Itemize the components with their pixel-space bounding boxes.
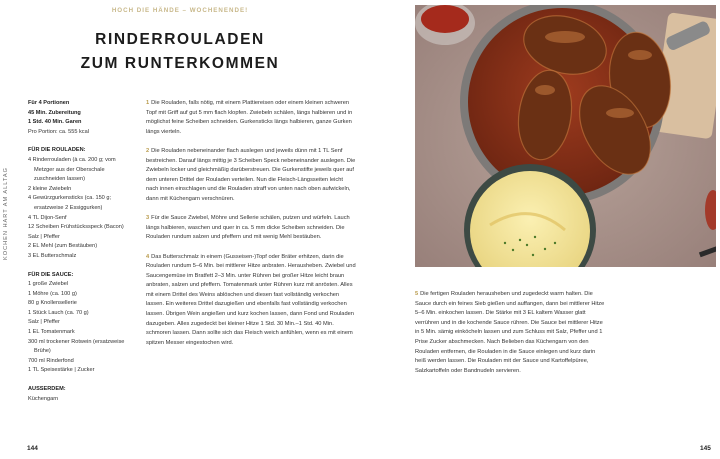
ingredient-item: 1 EL Tomatenmark [28, 329, 75, 336]
food-photo-illustration [415, 5, 716, 267]
extra-heading: AUSSERDEM: [28, 386, 66, 393]
ingredient-item: 1 große Zwiebel [28, 281, 69, 288]
chapter-kicker: HOCH DIE HÄNDE – WOCHENENDE! [111, 7, 249, 14]
ingredient-item: 4 TL Dijon-Senf [28, 214, 67, 221]
ingredient-item: 4 Gewürzgurkensticks (ca. 150 g; ersatzweise 2 Essiggurken) [28, 195, 112, 211]
step-text: Die Rouladen, falls nötig, mit einem Plattiereisen oder einem kleinen schweren Topf mit Griff auf gut 5 mm flach klopfen. Zwiebeln schälen, längs halbieren und in möglichst feine Scheiben schneiden. Gurkensticks längs halbieren, ganze Gurken längs vierteln. [146, 100, 353, 135]
calories: Pro Portion: ca. 555 kcal [28, 128, 89, 135]
ingredient-item: 3 EL Butterschmalz [28, 252, 77, 259]
steps-column [146, 99, 356, 358]
step-5 [415, 290, 605, 376]
ingredient-item: 700 ml Rinderfond [28, 357, 74, 364]
step-text: Die fertigen Rouladen herausheben und zugedeckt warm halten. Die Sauce durch ein feines Sieb gießen und auffangen, dann bei mittlerer Hitze 5–6 Min. einkochen lassen. Die Stärke mit 3 EL kaltem Wasser glatt verrühren und in die kochende Sauce rühren. Die Sauce bei mittlerer Hitze in 5 Min. sämig einköcheln lassen und zum Schluss mit Salz, Pfeffer und 1 Prise Zucker abschmecken. Nach Belieben das Küchengarn von den Rouladen entfernen, die Rouladen in die Sauce einlegen und kurz darin heiß werden lassen. Die Rouladen mit der Sauce und Kartoffelpüree, Salzkartoffeln oder Bandnudeln servieren. [415, 291, 605, 374]
recipe-photo [415, 5, 716, 267]
chapter-side-label: KOCHEN HART AM ALLTAG [3, 166, 9, 260]
recipe-title [0, 28, 360, 76]
page-number-left: 144 [27, 445, 38, 452]
ingredient-item: 300 ml trockener Rotwein (ersatzweise Brühe) [28, 338, 125, 355]
ingredient-item: 12 Scheiben Frühstücksspeck (Bacon) [28, 224, 124, 231]
step-3 [146, 214, 356, 243]
step-number: 5 [415, 291, 419, 297]
ingredient-item: 80 g Knollensellerie [28, 300, 77, 307]
ingredients-column [28, 99, 128, 404]
step-number: 3 [146, 215, 150, 222]
step-number: 1 [146, 100, 150, 106]
ingredient-item: 1 TL Speisestärke | Zucker [28, 367, 95, 374]
rouladen-heading: FÜR DIE ROULADEN: [28, 147, 86, 154]
ingredient-item: 2 kleine Zwiebeln [28, 185, 72, 192]
step-number: 4 [146, 253, 150, 260]
step-1 [146, 99, 356, 137]
ingredient-item: 4 Rinderrouladen (à ca. 200 g; vom Metzger aus der Oberschale zuschneiden lassen) [28, 156, 116, 183]
step-text: Die Rouladen nebeneinander flach auslegen und jeweils dünn mit 1 TL Senf bestreichen. Darauf längs mittig je 3 Scheiben Speck nebeneinander auslegen. Die Zwiebeln locker und gleichmäßig darüberstreuen. Die Gurkenstifte jeweils quer auf dem unteren Drittel der Rouladen verteilen. Nun die Fleisch-Längsseiten leicht nach innen einschlagen und die Rouladen straff von unten nach oben aufwickeln, dann mit Küchengarn verschnüren. [146, 147, 356, 202]
portions: Für 4 Portionen [28, 100, 70, 106]
title-line-2: ZUM RUNTERKOMMEN [80, 55, 280, 72]
ingredient-item: 1 Stück Lauch (ca. 70 g) [28, 309, 89, 316]
step-number: 2 [146, 147, 150, 154]
ingredient-item: Salz | Pfeffer [28, 233, 60, 240]
ingredient-item: 1 Möhre (ca. 100 g) [28, 290, 77, 297]
prep-time: 45 Min. Zubereitung [28, 109, 81, 116]
step-text: Für die Sauce Zwiebel, Möhre und Sellerie schälen, putzen und würfeln. Lauch längs halbieren, waschen und quer in ca. 5 mm dicke Scheiben schneiden. Die Rouladen rundum salzen und pfeffern und mit wenig Mehl bestäuben. [146, 215, 350, 241]
steps-column-right [415, 290, 605, 386]
title-line-1: RINDERROULADEN [95, 31, 265, 48]
ingredient-item: Küchengarn [28, 395, 59, 402]
step-4 [146, 253, 356, 349]
ingredient-item: 2 EL Mehl (zum Bestäuben) [28, 243, 98, 250]
ingredient-item: Salz | Pfeffer [28, 319, 60, 326]
cook-time: 1 Std. 40 Min. Garen [28, 119, 82, 126]
sauce-heading: FÜR DIE SAUCE: [28, 271, 74, 278]
step-text: Das Butterschmalz in einem (Gusseisen-)Topf oder Bräter erhitzen, darin die Rouladen rundum 5–6 Min. bei mittlerer Hitze anbraten. Herausheben. Zwiebel und Saucengemüse im Bratfett 2–3 Min. unter Rühren bei großer Hitze leicht braun anbraten, salzen und pfeffern. Tomatenmark unter Rühren kurz mit anrösten. Alles mit einem Drittel des Weins ablöschen und diesen fast vollständig verkochen lassen. Ein weiteres Drittel dazugießen und ebenfalls fast vollständig verkochen lassen. Übrigen Wein angießen und kurz kochen lassen, dann Fond und Rouladen dazugeben. Alles zugedeckt bei kleiner Hitze 1 Std. 30 Min.–1 Std. 40 Min. schmoren lassen. Dann sollte sich das Fleisch weich anfühlen, wenn es mit einem spitzen Messer eingestochen wird. [146, 253, 356, 346]
step-2 [146, 147, 356, 205]
page-number-right: 145 [700, 445, 711, 452]
